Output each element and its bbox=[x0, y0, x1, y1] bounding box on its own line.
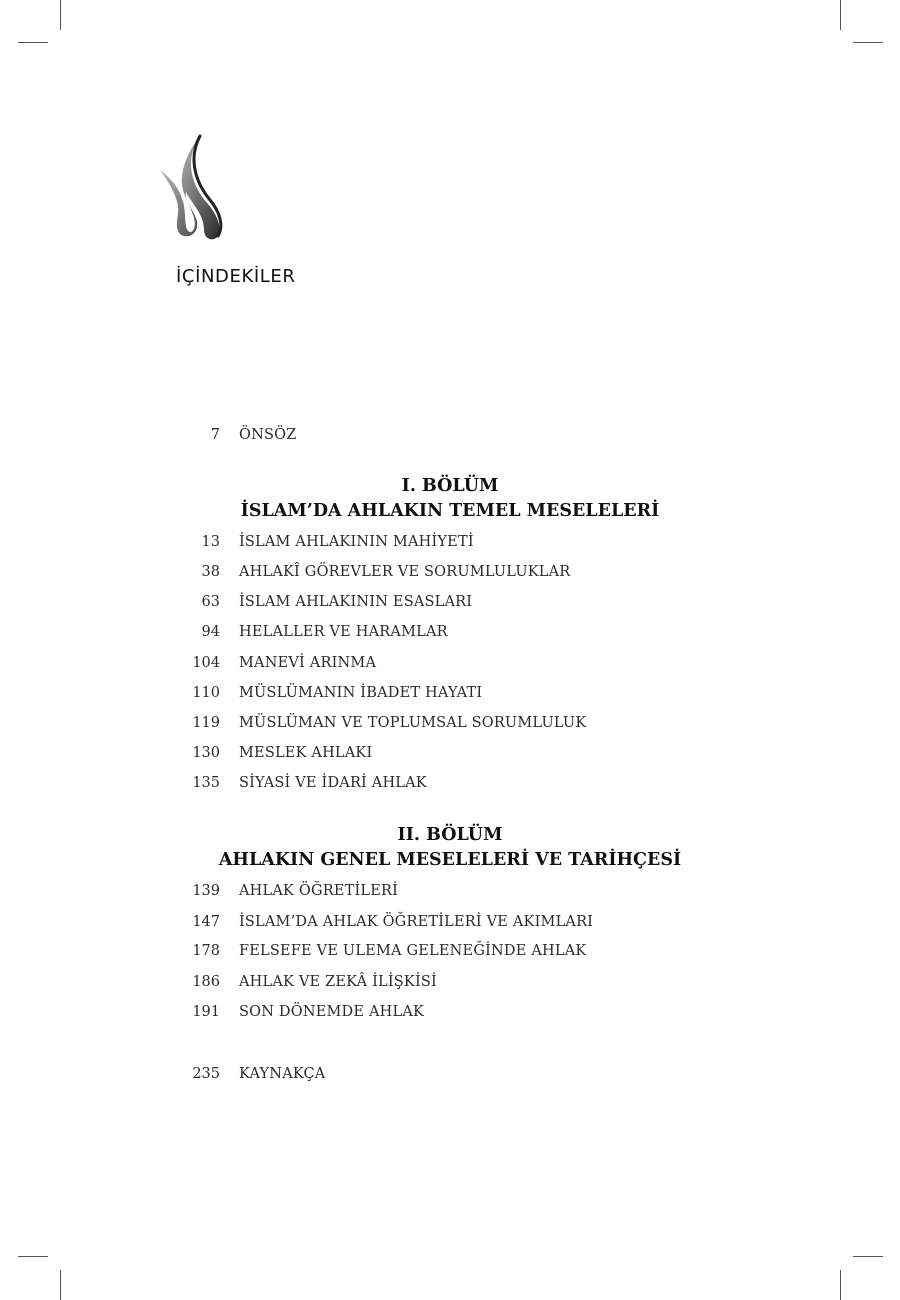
part-2-number: II. BÖLÜM bbox=[397, 825, 503, 845]
toc-page-number: 104 bbox=[192, 655, 220, 671]
toc-entry-title: MESLEK AHLAKI bbox=[239, 745, 373, 761]
part-2-heading bbox=[160, 823, 740, 873]
toc-entry[interactable] bbox=[160, 880, 398, 902]
toc-page-number: 186 bbox=[192, 974, 220, 990]
toc-entry-title: AHLAK ÖĞRETİLERİ bbox=[239, 883, 399, 899]
calligraphic-logo-icon bbox=[156, 134, 228, 242]
crop-mark bbox=[60, 1270, 61, 1300]
part-1-heading bbox=[160, 474, 740, 524]
toc-entry[interactable] bbox=[160, 940, 586, 962]
crop-mark bbox=[853, 1256, 883, 1257]
crop-mark bbox=[840, 1270, 841, 1300]
toc-page-number: 94 bbox=[201, 624, 220, 640]
toc-entry[interactable] bbox=[160, 682, 482, 704]
toc-page-number: 191 bbox=[192, 1004, 220, 1020]
toc-entry[interactable] bbox=[160, 971, 437, 993]
crop-mark bbox=[60, 0, 61, 30]
toc-entry[interactable] bbox=[160, 531, 474, 553]
part-2-title: AHLAKIN GENEL MESELELERİ VE TARİHÇESİ bbox=[218, 850, 682, 870]
toc-entry-title: İSLAM AHLAKININ MAHİYETİ bbox=[239, 534, 474, 550]
toc-entry-title: AHLAKÎ GÖREVLER VE SORUMLULUKLAR bbox=[239, 564, 571, 580]
toc-entry[interactable] bbox=[160, 591, 472, 613]
toc-page-number: 178 bbox=[192, 943, 220, 959]
part-1-title: İSLAM’DA AHLAKIN TEMEL MESELELERİ bbox=[240, 501, 660, 521]
toc-entry-title: MANEVİ ARINMA bbox=[239, 655, 377, 671]
toc-entry[interactable] bbox=[160, 561, 570, 583]
toc-page-number: 235 bbox=[192, 1066, 220, 1082]
toc-entry-title: İSLAM’DA AHLAK ÖĞRETİLERİ VE AKIMLARI bbox=[239, 914, 594, 930]
toc-entry-preface[interactable] bbox=[160, 424, 296, 446]
toc-page-number: 147 bbox=[192, 914, 220, 930]
crop-mark bbox=[18, 42, 48, 43]
toc-page-number: 139 bbox=[192, 883, 220, 899]
toc-entry[interactable] bbox=[160, 742, 372, 764]
toc-entry-bibliography[interactable] bbox=[160, 1063, 325, 1085]
toc-entry[interactable] bbox=[160, 652, 376, 674]
toc-page-number: 135 bbox=[192, 775, 220, 791]
part-1-number: I. BÖLÜM bbox=[401, 476, 499, 496]
toc-page-number: 38 bbox=[201, 564, 220, 580]
toc-entry-title: FELSEFE VE ULEMA GELENEĞİNDE AHLAK bbox=[239, 943, 587, 959]
toc-entry-title: AHLAK VE ZEKÂ İLİŞKİSİ bbox=[239, 974, 437, 990]
toc-entry[interactable] bbox=[160, 772, 427, 794]
toc-entry-title: MÜSLÜMAN VE TOPLUMSAL SORUMLULUK bbox=[239, 715, 587, 731]
crop-mark bbox=[18, 1256, 48, 1257]
toc-entry-title: HELALLER VE HARAMLAR bbox=[239, 624, 448, 640]
toc-page-number: 13 bbox=[201, 534, 220, 550]
toc-entry-title: ÖNSÖZ bbox=[239, 427, 297, 443]
toc-entry[interactable] bbox=[160, 1001, 424, 1023]
toc-entry-title: SİYASİ VE İDARİ AHLAK bbox=[239, 775, 427, 791]
toc-page-number: 7 bbox=[210, 427, 220, 443]
toc-entry[interactable] bbox=[160, 621, 448, 643]
toc-entry[interactable] bbox=[160, 712, 586, 734]
crop-mark bbox=[853, 42, 883, 43]
toc-page-number: 63 bbox=[201, 594, 220, 610]
toc-entry-title: MÜSLÜMANIN İBADET HAYATI bbox=[239, 685, 483, 701]
toc-page-number: 130 bbox=[192, 745, 220, 761]
crop-mark bbox=[840, 0, 841, 30]
toc-page-number: 119 bbox=[192, 715, 220, 731]
toc-entry-title: İSLAM AHLAKININ ESASLARI bbox=[239, 594, 473, 610]
toc-page-number: 110 bbox=[192, 685, 220, 701]
toc-entry[interactable] bbox=[160, 911, 593, 933]
page-title: İÇİNDEKİLER bbox=[176, 266, 296, 287]
toc-entry-title: KAYNAKÇA bbox=[239, 1066, 326, 1082]
toc-entry-title: SON DÖNEMDE AHLAK bbox=[239, 1004, 425, 1020]
